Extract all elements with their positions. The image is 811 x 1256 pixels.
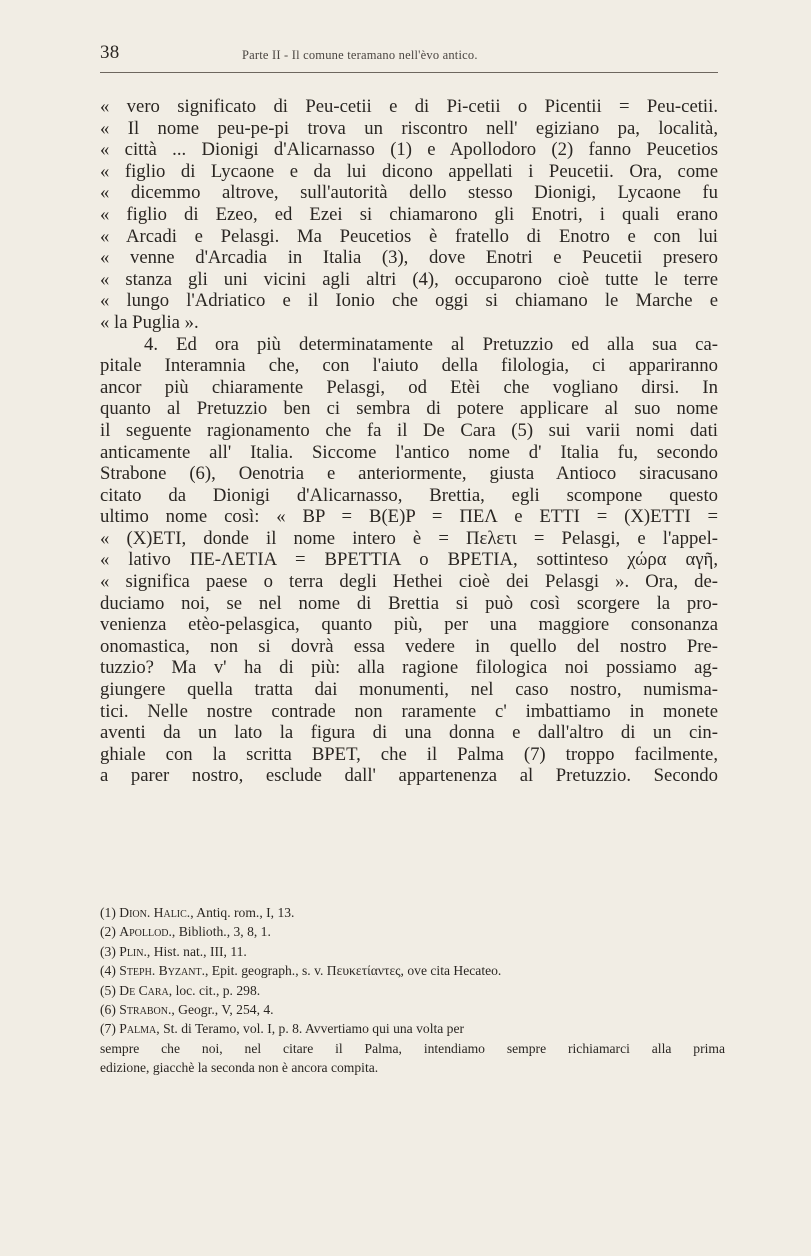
footnote-number: (5) <box>100 982 116 998</box>
text-line: ghiale con la scritta BPET, che il Palma (7) troppo facilmente, <box>100 743 718 765</box>
text-line: anticamente all' Italia. Siccome l'antico nome d' Italia fu, secondo <box>100 441 718 463</box>
text-line: « stanza gli uni vicini agli altri (4), occuparono cioè tutte le terre <box>100 268 718 290</box>
footnote <box>100 1019 725 1038</box>
text-line: « venne d'Arcadia in Italia (3), dove Enotri e Peucetii presero <box>100 247 718 269</box>
text-line: tici. Nelle nostre contrade non raramente c' imbattiamo in monete <box>100 700 718 722</box>
text-line: « città ... Dionigi d'Alicarnasso (1) e Apollodoro (2) fanno Peucetios <box>100 139 718 161</box>
text-line: « significa paese o terra degli Hethei cioè dei Pelasgi ». Ora, de- <box>100 571 718 593</box>
text-line: « la Puglia ». <box>100 311 199 333</box>
footnote <box>100 922 725 941</box>
text-line: duciamo noi, se nel nome di Brettia si può così scorgere la pro- <box>100 592 718 614</box>
body-text <box>100 96 718 787</box>
footnote-number: (7) <box>100 1021 116 1037</box>
footnote-reference: Geogr., V, 254, 4. <box>178 1002 274 1018</box>
text-line: ultimo nome così: « BP = B(E)P = ΠΕΛ e ETTI = (X)ETTI = <box>100 506 718 528</box>
footnote-number: (3) <box>100 943 116 959</box>
footnote-author: Apollod., <box>119 924 176 940</box>
footnote <box>100 1000 725 1019</box>
text-line: « figlio di Lycaone e da lui dicono appellati i Peucetii. Ora, come <box>100 160 718 182</box>
footnote-number: (4) <box>100 963 116 979</box>
text-line: « (X)ETI, donde il nome intero è = Πελετι = Pelasgi, e l'appel- <box>100 527 718 549</box>
running-head <box>100 38 720 68</box>
text-line: Strabone (6), Oenotria e anteriormente, giusta Antioco siracusano <box>100 463 718 485</box>
footnote <box>100 903 725 922</box>
text-line: ancor più chiaramente Pelasgi, od Etèi che vogliano dirsi. In <box>100 376 718 398</box>
running-title: Parte II - Il comune teramano nell'èvo antico. <box>242 48 478 62</box>
text-line: « Il nome peu-pe-pi trova un riscontro nell' egiziano pa, località, <box>100 117 718 139</box>
text-line: « vero significato di Peu-cetii e di Pi-cetii o Picentii = Peu-cetii. <box>100 96 718 117</box>
text-line: venienza etèo-pelasgica, quanto più, per una maggiore consonanza <box>100 614 718 636</box>
footnote <box>100 961 725 980</box>
footnote-reference: Antiq. rom., I, 13. <box>196 905 295 920</box>
footnote-reference: Biblioth., 3, 8, 1. <box>178 924 271 940</box>
footnote-author: Plin., <box>119 943 151 959</box>
text-line: pitale Interamnia che, con l'aiuto della filologia, ci appariranno <box>100 355 718 377</box>
footnote <box>100 942 725 961</box>
footnote-reference: St. di Teramo, vol. I, p. 8. Avvertiamo qui una volta per <box>163 1021 465 1037</box>
text-line: a parer nostro, esclude dall' appartenenza al Pretuzzio. Secondo <box>100 765 718 787</box>
book-page <box>100 38 725 1076</box>
header-rule <box>100 72 718 73</box>
footnote-continuation: sempre che noi, nel citare il Palma, intendiamo sempre richiamarci alla prima <box>100 1040 725 1056</box>
footnote-author: Palma, <box>119 1021 160 1037</box>
text-line: 4. Ed ora più determinatamente al Pretuzzio ed alla sua ca- <box>144 333 718 355</box>
footnote-reference: Hist. nat., III, 11. <box>153 943 247 959</box>
footnote-number: (2) <box>100 924 116 940</box>
footnote-reference: loc. cit., p. 298. <box>175 982 261 998</box>
footnote-continuation: edizione, giacchè la seconda non è ancora compita. <box>100 1060 379 1076</box>
text-line: giungere quella tratta dai monumenti, nel caso nostro, numisma- <box>100 679 718 701</box>
text-line: aventi da un lato la figura di una donna e dall'altro di un cin- <box>100 722 718 744</box>
text-line: « lungo l'Adriatico e il Ionio che oggi si chiamano le Marche e <box>100 290 718 312</box>
text-line: « Arcadi e Pelasgi. Ma Peucetios è fratello di Enotro e con lui <box>100 225 718 247</box>
footnote-author: Strabon., <box>119 1002 175 1018</box>
text-line: onomastica, non si dovrà essa vedere in quello del nostro Pre- <box>100 635 718 657</box>
footnote <box>100 981 725 1000</box>
text-line: « dicemmo altrove, sull'autorità dello stesso Dionigi, Lycaone fu <box>100 182 718 204</box>
footnote-author: De Cara, <box>119 982 173 998</box>
footnote-number: (1) <box>100 905 116 920</box>
footnote-reference: Epit. geograph., s. v. Πευκετίαντες, ove cita Hecateo. <box>211 963 502 979</box>
text-line: citato da Dionigi d'Alicarnasso, Brettia, egli scompone questo <box>100 484 718 506</box>
footnote-author: Steph. Byzant., <box>119 963 209 979</box>
text-line: « figlio di Ezeo, ed Ezei si chiamarono gli Enotri, i quali erano <box>100 203 718 225</box>
footnote-number: (6) <box>100 1002 116 1018</box>
footnotes <box>100 903 725 1078</box>
page-number: 38 <box>100 42 120 63</box>
text-line: « lativo ΠΕ-ΛΕΤΙΑ = BPETTIA o BPETIA, sottinteso χώρα αγῆ, <box>100 549 718 571</box>
text-line: quanto al Pretuzzio ben ci sembra di potere applicare al suo nome <box>100 398 718 420</box>
footnote-author: Dion. Halic., <box>119 905 194 920</box>
text-line: tuzzio? Ma v' ha di più: alla ragione filologica noi possiamo ag- <box>100 657 718 679</box>
text-line: il seguente ragionamento che fa il De Cara (5) sui varii nomi dati <box>100 419 718 441</box>
